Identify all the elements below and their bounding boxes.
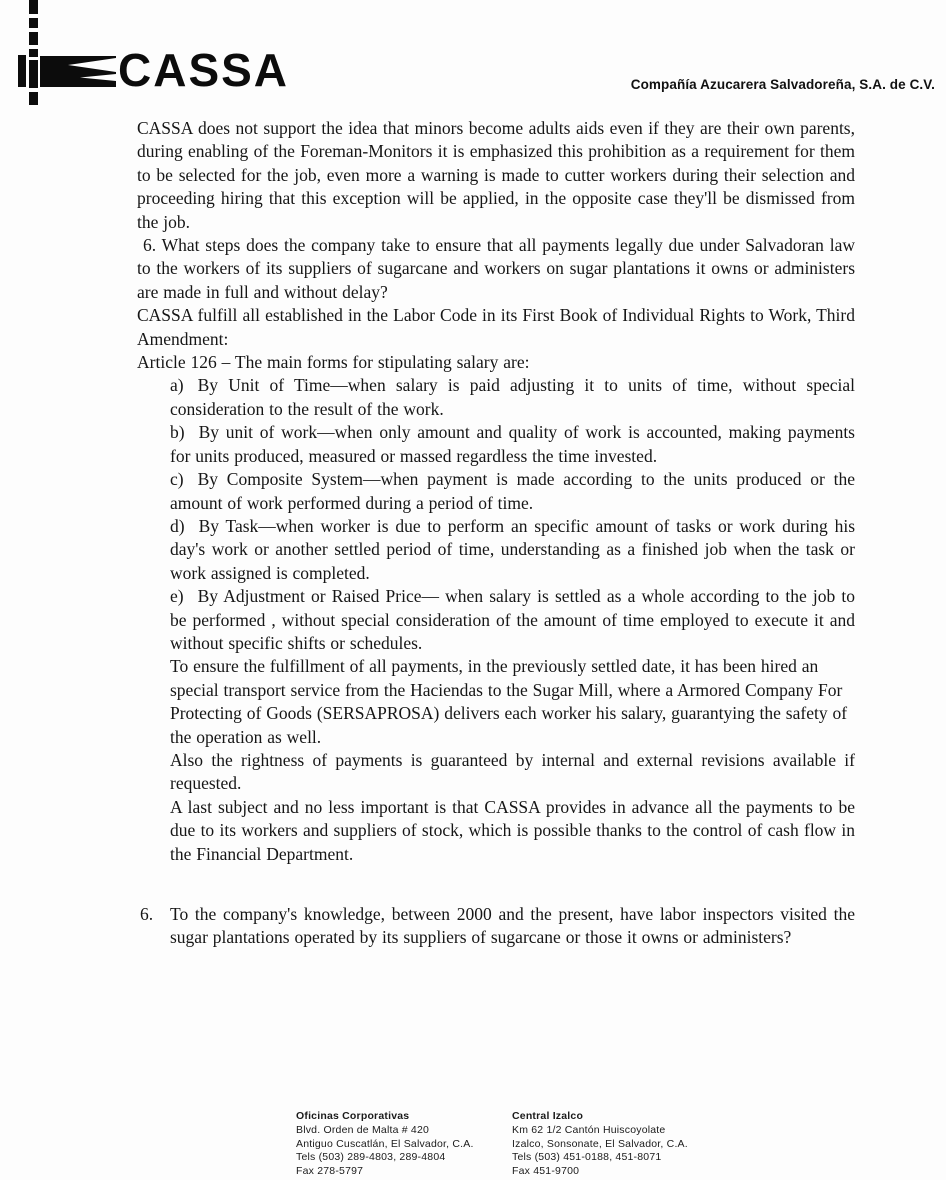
list-item-text: By Unit of Time—when salary is paid adjusting it to units of time, without special consideration to the result of the work. [170,375,855,419]
paragraph-minors-policy: CASSA does not support the idea that minors become adults aids even if they are their own parents, during enabling of the Foreman-Monitors it is emphasized this prohibition as a requirement for them to be selected for the job, even more a warning is made to cutter workers during their selection and proceeding hiring that this exception will be applied, in the opposite case they'll be dismissed from the job. [137,118,855,232]
logo-dashed-bar-icon [29,60,38,88]
list-item-text: By Task—when worker is due to perform an specific amount of tasks or work during his day's work or another settled period of time, understanding as a finished job when the task or work assigned is completed. [170,515,855,583]
list-item-e [170,585,855,655]
list-item-d [170,515,855,585]
list-item-label: b) [170,422,185,443]
logo-dashed-bar-icon [29,0,38,14]
footer-address-line: Blvd. Orden de Malta # 420 [296,1123,430,1136]
footer-contact-info [296,1110,728,1179]
list-item-c [170,468,855,515]
logo-dashed-bar-icon [29,18,38,28]
footer-phone-line: Tels (503) 451-0188, 451-8071 [512,1151,662,1164]
list-item-b [170,421,855,468]
list-item-label: d) [170,515,185,536]
company-name: Compañía Azucarera Salvadoreña, S.A. de C.V. [630,77,935,92]
logo-dashed-bar-icon [29,32,38,45]
article-126-heading: Article 126 – The main forms for stipulating salary are: [137,352,530,373]
list-item-a [170,374,855,421]
paragraph-transport: To ensure the fulfillment of all payments, in the previously settled date, it has been hired an special transport service from the Haciendas to the Sugar Mill, where a Armored Company For Protecting of Goods (SERSAPROSA) delivers each worker his salary, guarantying the safety of the operation as well. [170,656,848,747]
list-item-label: a) [170,375,184,396]
footer-address-line: Izalco, Sonsonate, El Salvador, C.A. [512,1137,688,1150]
footer-address-line: Antiguo Cuscatlán, El Salvador, C.A. [296,1137,474,1150]
footer-address-line: Km 62 1/2 Cantón Huiscoyolate [512,1123,666,1136]
footer-phone-line: Tels (503) 289-4803, 289-4804 [296,1151,446,1164]
question-labor-inspectors [140,903,855,950]
footer-column-title: Oficinas Corporativas [296,1110,410,1122]
paragraph-labor-code: CASSA fulfill all established in the Labor Code in its First Book of Individual Rights to Work, Third Amendment: [137,305,855,349]
footer-fax-line: Fax 451-9700 [512,1165,580,1178]
footer-central-izalco [512,1110,728,1179]
logo-dashed-bar-icon [29,49,38,57]
footer-fax-line: Fax 278-5797 [296,1165,364,1178]
logo-block-icon [18,55,26,87]
question-text: To the company's knowledge, between 2000 and the present, have labor inspectors visited the sugar plantations operated by its suppliers of sugarcane or those it owns or administers? [170,904,855,948]
document-body [137,117,855,950]
logo-dashed-bar-icon [29,92,38,105]
footer-corporate-offices [296,1110,512,1179]
paragraph-revisions: Also the rightness of payments is guaranteed by internal and external revisions available if requested. [170,749,855,794]
list-item-label: e) [170,586,184,607]
cassa-logo [0,0,320,115]
list-item-text: By unit of work—when only amount and quality of work is accounted, making payments for units produced, measured or massed regardless the time invested. [170,422,855,466]
salary-forms-list [170,374,855,866]
paragraph-advance-payments: A last subject and no less important is that CASSA provides in advance all the payments to be due to its workers and suppliers of stock, which is possible thanks to the control of cash flow in the Financial Department. [170,796,855,864]
question-payments: 6. What steps does the company take to ensure that all payments legally due under Salvadoran law to the workers of its suppliers of sugarcane and workers on sugar plantations it owns or administers are made in full and without delay? [137,235,855,302]
list-item-text: By Adjustment or Raised Price— when salary is settled as a whole according to the job to be performed , without special consideration of the amount of time employed to execute it and without specific shifts or schedules. [170,586,855,653]
list-item-text: By Composite System—when payment is made according to the units produced or the amount of work performed during a period of time. [170,469,855,513]
question-number: 6. [140,904,154,924]
list-item-label: c) [170,469,184,490]
logo-wordmark: CASSA [118,44,290,96]
footer-column-title: Central Izalco [512,1110,584,1122]
